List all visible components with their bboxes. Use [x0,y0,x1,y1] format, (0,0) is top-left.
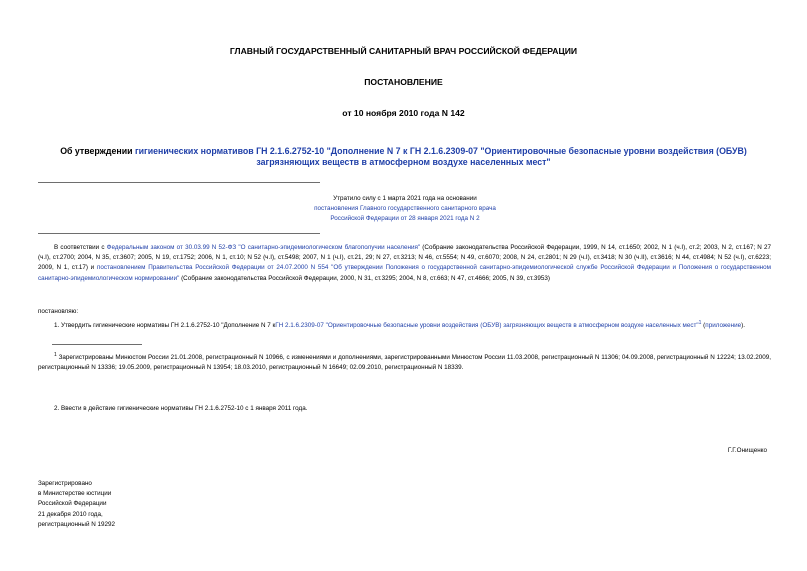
appendix-link[interactable]: приложение [705,322,742,330]
federal-law-link[interactable]: Федеральным законом от 30.03.99 N 52-ФЗ "О санитарно-эпидемиологическом благополучии населения" [106,244,421,251]
preamble-paragraph [38,243,771,284]
item-2-paragraph: 2. Ввести в действие гигиенические нормативы ГН 2.1.6.2752-10 с 1 января 2011 года. [54,405,308,412]
issuing-authority: ГЛАВНЫЙ ГОСУДАРСТВЕННЫЙ САНИТАРНЫЙ ВРАЧ РОССИЙСКОЙ ФЕДЕРАЦИИ [229,46,578,56]
title-prefix: Об утверждении [60,146,135,156]
footnote-paragraph [38,350,771,374]
document-date-number: от 10 ноября 2010 года N 142 [342,108,465,118]
resolves-label: постановляю: [38,308,79,315]
status-line: Утратило силу с 1 марта 2021 года на основании [333,195,477,202]
footnote-text: Зарегистрированы Минюстом России 21.01.2008, регистрационный N 10966, с изменениями и дополнениями, зарегистрированными Минюстом России 11.03.2008, регистрационный N 11306; 04.09.2008, регистрационный N 12224; 13.02.2009, регистрационный N 13336; 19.05.2009, регистрационный N 13954; 18.03.2010, регистрационный N 16649; 02.09.2010, регистрационный N 18339. [38,354,771,372]
footnote-mark: 1 [54,352,57,358]
registration-line-5: регистрационный N 19292 [38,520,116,528]
divider-top [38,182,320,183]
document-type: ПОСТАНОВЛЕНИЕ [364,77,443,87]
registration-line-2: в Министерстве юстиции [38,490,112,498]
preamble-text-3: (Собрание законодательства Российской Федерации, 2000, N 31, ст.3295; 2004, N 8, ст.663; N 47, ст.4666; 2005, N 39, ст.3953) [179,274,550,282]
item-1-text: 1. Утвердить гигиенические нормативы ГН 2.1.6.2752-10 "Дополнение N 7 к [54,322,276,330]
gn-2309-07-link[interactable]: ГН 2.1.6.2309-07 "Ориентировочные безопасные уровни воздействия (ОБУВ) загрязняющих веществ в атмосферном воздухе населенных мест"$^1$ [275,320,702,330]
footnote-divider [52,344,142,345]
government-decree-link[interactable]: постановлением Правительства Российской Федерации от 24.07.2000 N 554 "Об утверждении Положения о государственной санитарно-эпидемиологической службе Российской Федерации и Положения о государственном санитарно-эпидемиологическом нормировании" [38,264,771,282]
registration-line-1: Зарегистрировано [38,480,92,487]
registration-line-3: Российской Федерации [38,500,107,508]
document-title [40,146,767,168]
signature: Г.Г.Онищенко [727,447,767,454]
registration-block [38,479,115,530]
status-notice [280,194,530,224]
item-1-paren-close: ). [741,322,745,330]
status-link-line-1[interactable]: постановления Главного государственного санитарного врача [314,205,496,212]
preamble-text-1: В соответствии с [54,244,107,251]
item-1-paren-open: ( [701,322,706,330]
registration-line-4: 21 декабря 2010 года, [38,510,103,518]
preamble-text-2: (Собрание законодательства Российской Федерации, 1999, N 14, ст.1650; 2002, N 1 (ч.I), ст.2; 2003, N 2, ст.167; N 27 (ч.I), ст.2700; 2004, N 35, ст.3607; 2005, N 19, ст.1752; 2006, N 1, ст.10; N 52 (ч.I), ст.5498; 2007, N 1 (ч.I), ст.21, 29; N 27, ст.3213; N 46, ст.5554; N 49, ст.6070; 2008, N 24, ст.2801; N 29 (ч.I), ст.3418; N 30 (ч.II), ст.3616; N 44, ст.4984; N 52 (ч.I), ст.6223; 2009, N 1, ст.17) и [38,244,772,272]
status-link-line-2[interactable]: Российской Федерации от 28 января 2021 года N 2 [330,215,480,222]
divider-bottom [38,233,320,234]
title-link[interactable]: гигиенических нормативов ГН 2.1.6.2752-10 "Дополнение N 7 к ГН 2.1.6.2309-07 "Ориентировочные безопасные уровни воздействия (ОБУВ) загрязняющих веществ в атмосферном воздухе населенных мест" [134,146,747,167]
item-1-paragraph [38,318,771,331]
